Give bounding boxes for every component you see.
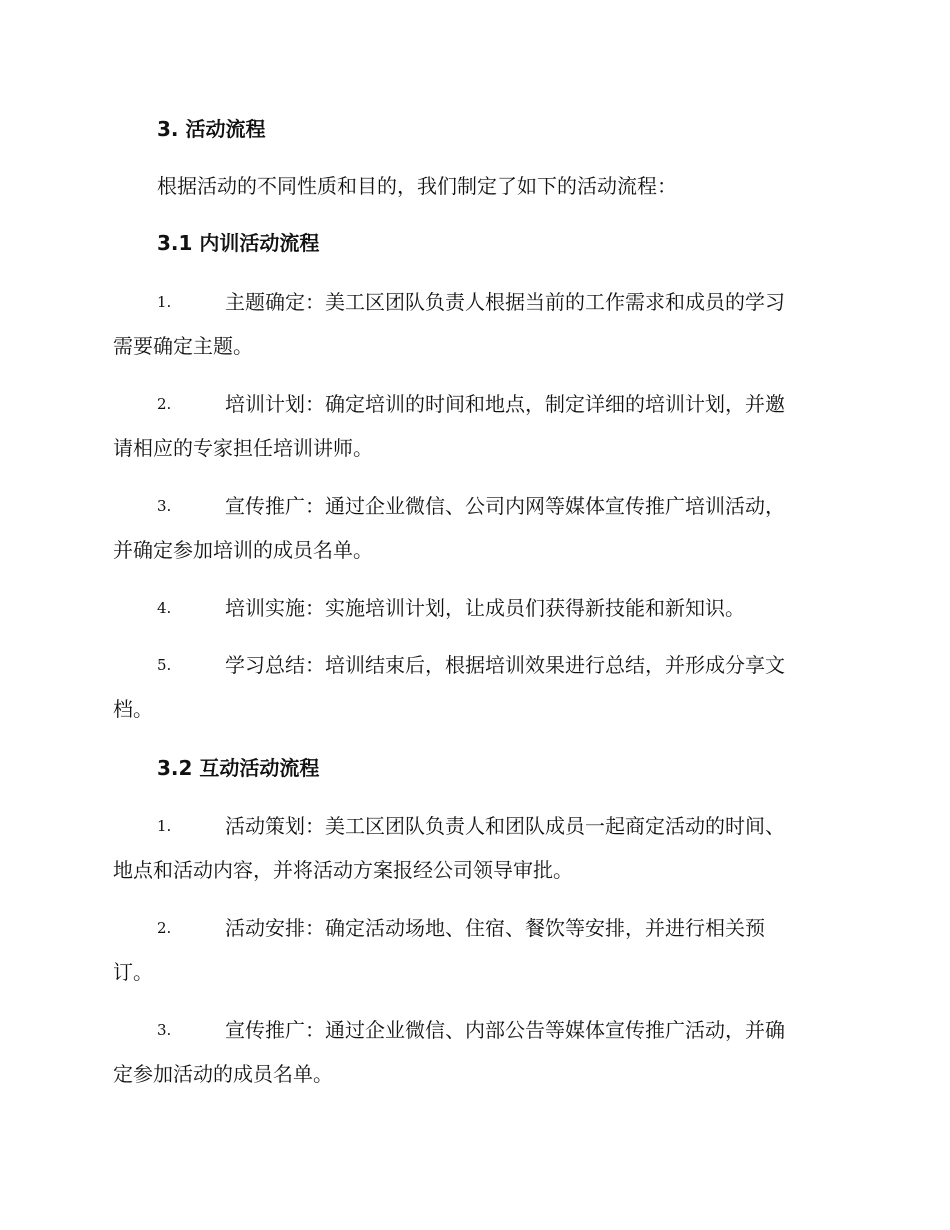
list-item-continuation: 订。 xyxy=(113,960,153,984)
list-item-text: 学习总结：培训结束后，根据培训效果进行总结，并形成分享文 xyxy=(225,653,785,677)
list-item-text: 培训计划：确定培训的时间和地点，制定详细的培训计划，并邀 xyxy=(225,392,785,416)
list-item-continuation: 定参加活动的成员名单。 xyxy=(113,1062,333,1086)
list-item-continuation: 地点和活动内容，并将活动方案报经公司领导审批。 xyxy=(113,858,573,882)
list-item-number: 2. xyxy=(157,919,172,937)
list-item-continuation: 请相应的专家担任培训讲师。 xyxy=(113,436,373,460)
list-item xyxy=(113,280,835,368)
list-item-number: 3. xyxy=(157,497,172,515)
list-item xyxy=(113,643,835,731)
list-item-number: 3. xyxy=(157,1021,172,1039)
list-item xyxy=(113,1008,835,1096)
list-item-text: 宣传推广：通过企业微信、内部公告等媒体宣传推广活动，并确 xyxy=(225,1018,785,1042)
subsection-heading-interactive: 3.2 互动活动流程 xyxy=(157,756,320,780)
list-item-text: 主题确定：美工区团队负责人根据当前的工作需求和成员的学习 xyxy=(225,290,785,314)
list-item-continuation: 并确定参加培训的成员名单。 xyxy=(113,538,373,562)
list-item xyxy=(113,382,835,470)
list-item-number: 2. xyxy=(157,395,172,413)
list-item-text: 活动安排：确定活动场地、住宿、餐饮等安排，并进行相关预 xyxy=(225,916,765,940)
list-item-continuation: 档。 xyxy=(113,697,153,721)
list-item-number: 5. xyxy=(157,656,172,674)
list-item-continuation: 需要确定主题。 xyxy=(113,334,253,358)
list-item-text: 宣传推广：通过企业微信、公司内网等媒体宣传推广培训活动， xyxy=(225,494,785,518)
list-item-number: 4. xyxy=(157,599,172,617)
list-item-text: 活动策划：美工区团队负责人和团队成员一起商定活动的时间、 xyxy=(225,814,785,838)
list-item xyxy=(113,906,835,994)
list-item xyxy=(113,804,835,892)
list-item-number: 1. xyxy=(157,293,172,311)
list-item-number: 1. xyxy=(157,817,172,835)
section-heading: 3. 活动流程 xyxy=(157,117,266,141)
subsection-heading-internal-training: 3.1 内训活动流程 xyxy=(157,231,320,255)
section-intro: 根据活动的不同性质和目的，我们制定了如下的活动流程： xyxy=(157,174,677,198)
list-item-text: 培训实施：实施培训计划，让成员们获得新技能和新知识。 xyxy=(225,596,745,620)
list-item xyxy=(113,484,835,572)
list-item xyxy=(113,586,835,630)
